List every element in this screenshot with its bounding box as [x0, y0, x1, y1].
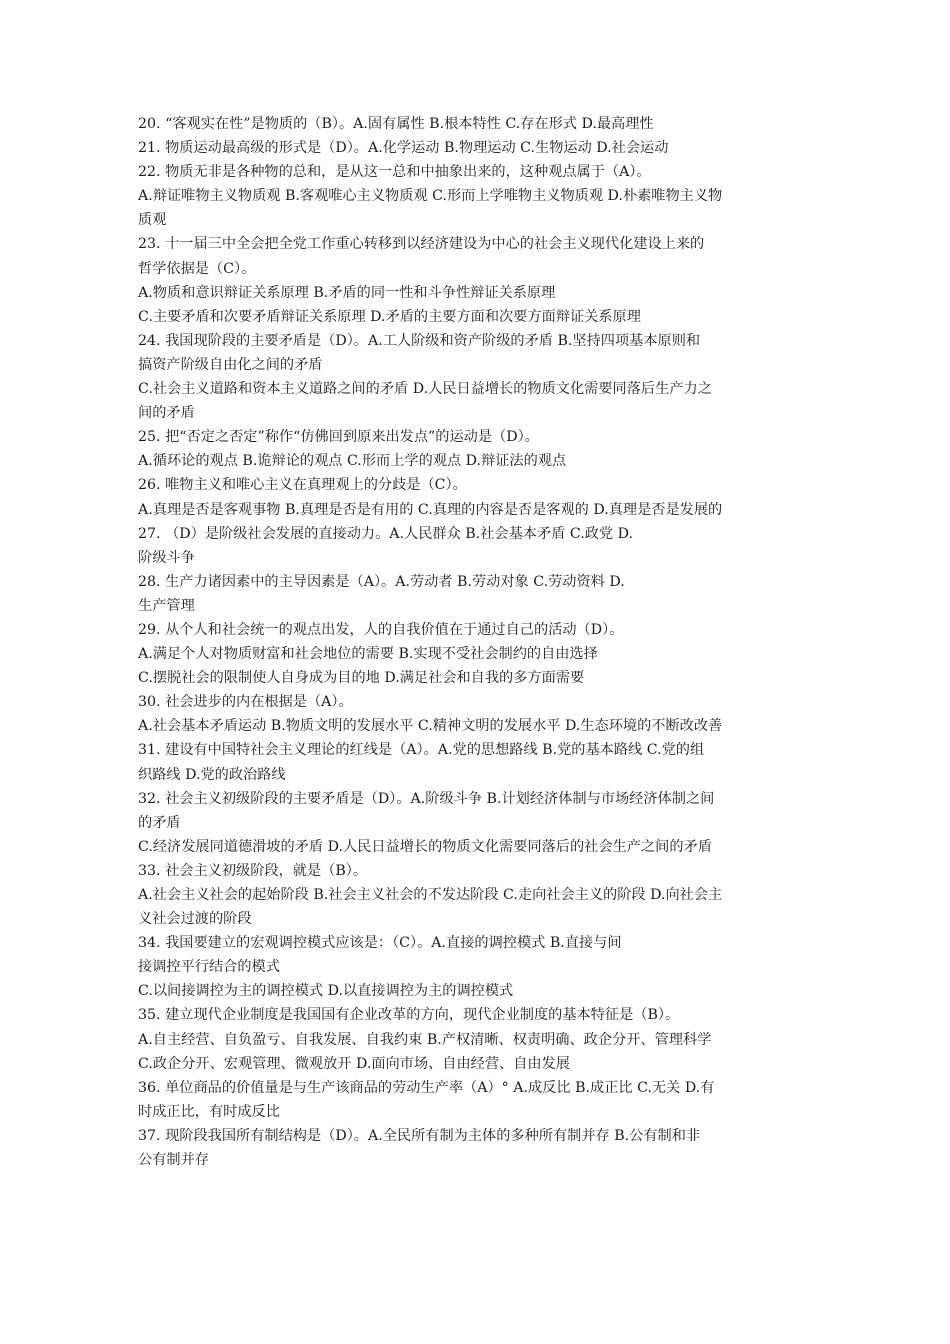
text-line: 接调控平行结合的模式 — [138, 959, 280, 976]
text-line: 31. 建设有中国特社会主义理论的红线是（A）。A.党的思想路线 B.党的基本路线 C.党的组 — [138, 742, 705, 759]
text-line: A.社会基本矛盾运动 B.物质文明的发展水平 C.精神文明的发展水平 D.生态环境的不断改改善 — [138, 718, 723, 735]
text-line: 32. 社会主义初级阶段的主要矛盾是（D）。A.阶级斗争 B.计划经济体制与市场经济体制之间 — [138, 790, 715, 807]
text-line: 29. 从个人和社会统一的观点出发，人的自我价值在于通过自己的活动（D）。 — [138, 621, 624, 638]
text-line: 生产管理 — [138, 597, 195, 614]
text-line: 的矛盾 — [138, 814, 181, 831]
text-line: 24. 我国现阶段的主要矛盾是（D）。A.工人阶级和资产阶级的矛盾 B.坚持四项基本原则和 — [138, 332, 701, 349]
text-line: 哲学依据是（C）。 — [138, 260, 256, 277]
text-line: 30. 社会进步的内在根据是（A）。 — [138, 694, 353, 711]
text-line: 36. 单位商品的价值量是与生产该商品的劳动生产率（A）° A.成反比 B.成正比 C.无关 D.有 — [138, 1079, 715, 1096]
text-line: 25. 把“否定之否定”称作“仿佛回到原来出发点”的运动是（D）。 — [138, 429, 539, 446]
text-line: 阶级斗争 — [138, 549, 195, 566]
text-line: C.主要矛盾和次要矛盾辩证关系原理 D.矛盾的主要方面和次要方面辩证关系原理 — [138, 308, 641, 325]
text-line: A.循环论的观点 B.诡辩论的观点 C.形而上学的观点 D.辩证法的观点 — [138, 453, 567, 470]
text-line: A.物质和意识辩证关系原理 B.矛盾的同一性和斗争性辩证关系原理 — [138, 284, 556, 301]
text-line: 22. 物质无非是各种物的总和，是从这一总和中抽象出来的，这种观点属于（A）。 — [138, 164, 651, 181]
text-line: C.社会主义道路和资本主义道路之间的矛盾 D.人民日益增长的物质文化需要同落后生产力之 — [138, 381, 712, 398]
text-line: 21. 物质运动最高级的形式是（D）。A.化学运动 B.物理运动 C.生物运动 D.社会运动 — [138, 140, 669, 157]
text-line: C.以间接调控为主的调控模式 D.以直接调控为主的调控模式 — [138, 983, 514, 1000]
text-line: C.政企分开、宏观管理、微观放开 D.面向市场、自由经营、自由发展 — [138, 1055, 570, 1072]
text-line: A.自主经营、自负盈亏、自我发展、自我约束 B.产权清晰、权责明确、政企分开、管理科学 — [138, 1031, 712, 1048]
text-line: 28. 生产力诸因素中的主导因素是（A）。A.劳动者 B.劳动对象 C.劳动资料 D. — [138, 573, 625, 590]
text-line: 33. 社会主义初级阶段，就是（B）。 — [138, 862, 368, 879]
text-line: 间的矛盾 — [138, 405, 195, 422]
text-line: C.经济发展同道德滑坡的矛盾 D.人民日益增长的物质文化需要同落后的社会生产之间的矛盾 — [138, 838, 712, 855]
text-line: 公有制并存 — [138, 1152, 209, 1169]
text-line: A.真理是否是客观事物 B.真理是否是有用的 C.真理的内容是否是客观的 D.真理是否是发展的 — [138, 501, 723, 518]
text-line: A.满足个人对物质财富和社会地位的需要 B.实现不受社会制约的自由选择 — [138, 646, 598, 663]
text-line: 质观 — [138, 212, 167, 229]
text-line: 时成正比，有时成反比 — [138, 1103, 280, 1120]
text-line: 23. 十一届三中全会把全党工作重心转移到以经济建设为中心的社会主义现代化建设上来的 — [138, 236, 705, 253]
text-line: 义社会过渡的阶段 — [138, 911, 252, 928]
text-line: 27. （D）是阶级社会发展的直接动力。A.人民群众 B.社会基本矛盾 C.政党 D. — [138, 525, 633, 542]
text-line: 20. “客观实在性”是物质的（B）。A.固有属性 B.根本特性 C.存在形式 D.最高理性 — [138, 116, 654, 132]
text-line: A.社会主义社会的起始阶段 B.社会主义社会的不发达阶段 C.走向社会主义的阶段 D.向社会主 — [138, 887, 723, 903]
text-line: A.辩证唯物主义物质观 B.客观唯心主义物质观 C.形而上学唯物主义物质观 D.朴素唯物主义物 — [138, 188, 723, 205]
text-line: 35. 建立现代企业制度是我国国有企业改革的方向，现代企业制度的基本特征是（B）。 — [138, 1007, 680, 1024]
text-line: 37. 现阶段我国所有制结构是（D）。A.全民所有制为主体的多种所有制并存 B.公有制和非 — [138, 1127, 701, 1144]
text-line: 34. 我国要建立的宏观调控模式应该是：（C）。A.直接的调控模式 B.直接与间 — [138, 935, 622, 952]
text-line: 织路线 D.党的政治路线 — [138, 766, 286, 783]
text-line: 26. 唯物主义和唯心主义在真理观上的分歧是（C）。 — [138, 477, 467, 494]
text-line: C.摆脱社会的限制使人自身成为目的地 D.满足社会和自我的多方面需要 — [138, 670, 585, 687]
document-body — [138, 112, 828, 1172]
text-line: 搞资产阶级自由化之间的矛盾 — [138, 356, 323, 373]
